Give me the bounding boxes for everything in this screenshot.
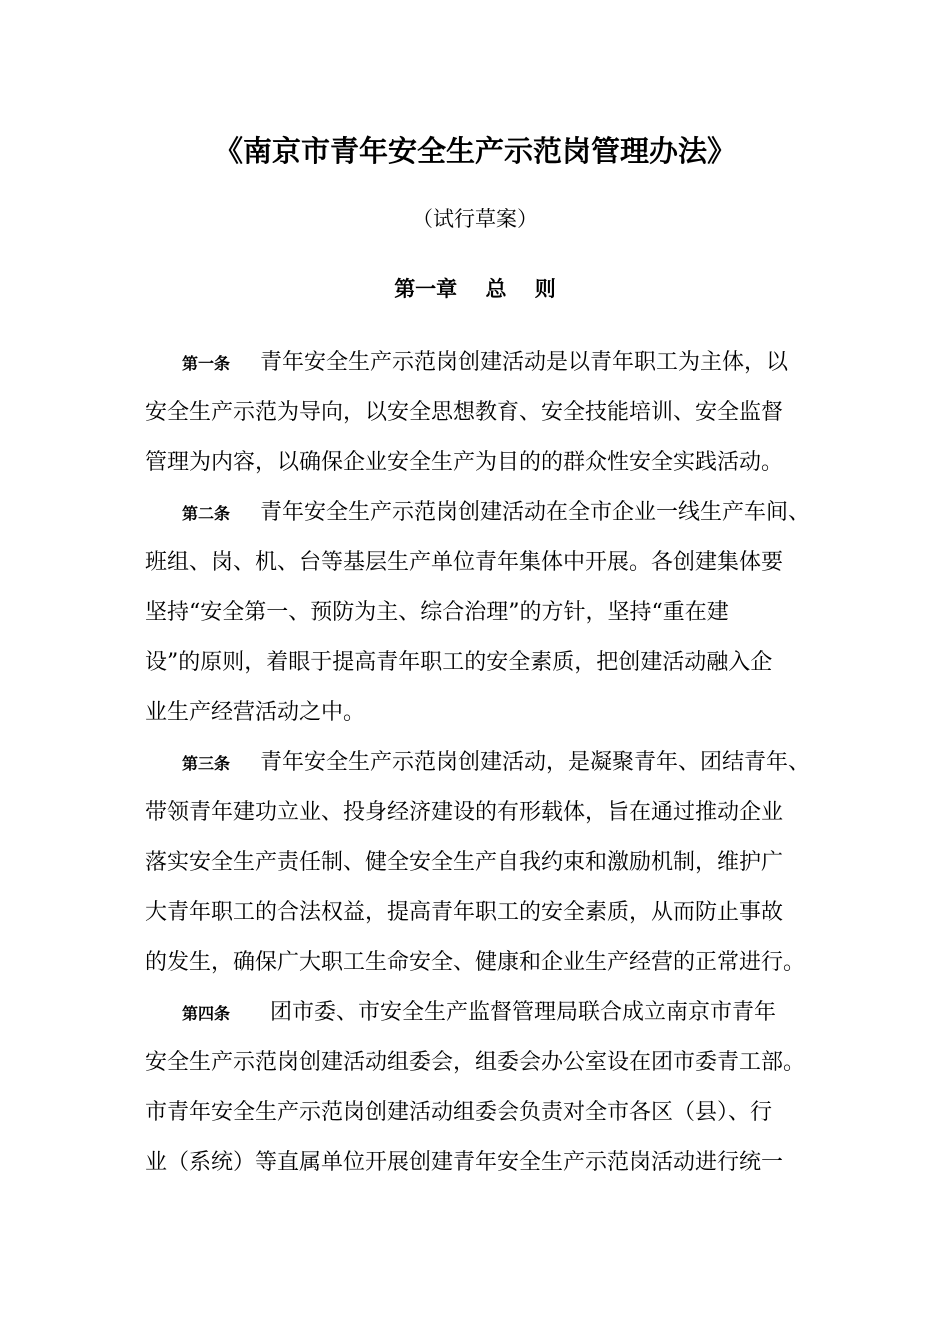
article-text: 青年安全生产示范岗创建活动是以青年职工为主体，以: [260, 350, 789, 375]
article-label: 第一条: [182, 354, 231, 373]
article-label: 第四条: [182, 1004, 231, 1023]
article-2-line-4: 设”的原则，着眼于提高青年职工的安全素质，把创建活动融入企: [145, 650, 773, 675]
chapter-heading: 第一章 总 则: [394, 277, 556, 301]
article-3-line-1: [182, 746, 810, 781]
article-3-line-3: 落实安全生产责任制、健全安全生产自我约束和激励机制，维护广: [145, 850, 784, 875]
article-1-line-3: 管理为内容，以确保企业安全生产为目的的群众性安全实践活动。: [145, 450, 784, 475]
article-label: 第三条: [182, 754, 231, 773]
article-label: 第二条: [182, 504, 231, 523]
article-3-line-2: 带领青年建功立业、投身经济建设的有形载体，旨在通过推动企业: [145, 800, 784, 825]
article-2-line-2: 班组、岗、机、台等基层生产单位青年集体中开展。各创建集体要: [145, 550, 784, 575]
article-1-line-2: 安全生产示范为导向，以安全思想教育、安全技能培训、安全监督: [145, 400, 784, 425]
article-2-line-1: [182, 496, 810, 531]
article-text: 团市委、市安全生产监督管理局联合成立南京市青年: [270, 1000, 777, 1025]
article-text: 青年安全生产示范岗创建活动在全市企业一线生产车间、: [260, 500, 811, 525]
document-subtitle: （试行草案）: [412, 207, 538, 231]
article-4-line-2: 安全生产示范岗创建活动组委会，组委会办公室设在团市委青工部。: [145, 1050, 806, 1075]
article-4-line-1: [182, 996, 776, 1031]
document-title: 《南京市青年安全生产示范岗管理办法》: [213, 134, 736, 168]
article-4-line-4: 业（系统）等直属单位开展创建青年安全生产示范岗活动进行统一: [145, 1150, 784, 1175]
article-1-line-1: [182, 346, 788, 381]
article-4-line-3: 市青年安全生产示范岗创建活动组委会负责对全市各区（县）、行: [145, 1100, 773, 1125]
article-2-line-5: 业生产经营活动之中。: [145, 700, 366, 725]
article-3-line-4: 大青年职工的合法权益，提高青年职工的安全素质，从而防止事故: [145, 900, 784, 925]
article-2-line-3: 坚持“安全第一、预防为主、综合治理”的方针，坚持“重在建: [145, 600, 729, 625]
article-text: 青年安全生产示范岗创建活动，是凝聚青年、团结青年、: [260, 750, 811, 775]
article-3-line-5: 的发生，确保广大职工生命安全、健康和企业生产经营的正常进行。: [145, 950, 806, 975]
